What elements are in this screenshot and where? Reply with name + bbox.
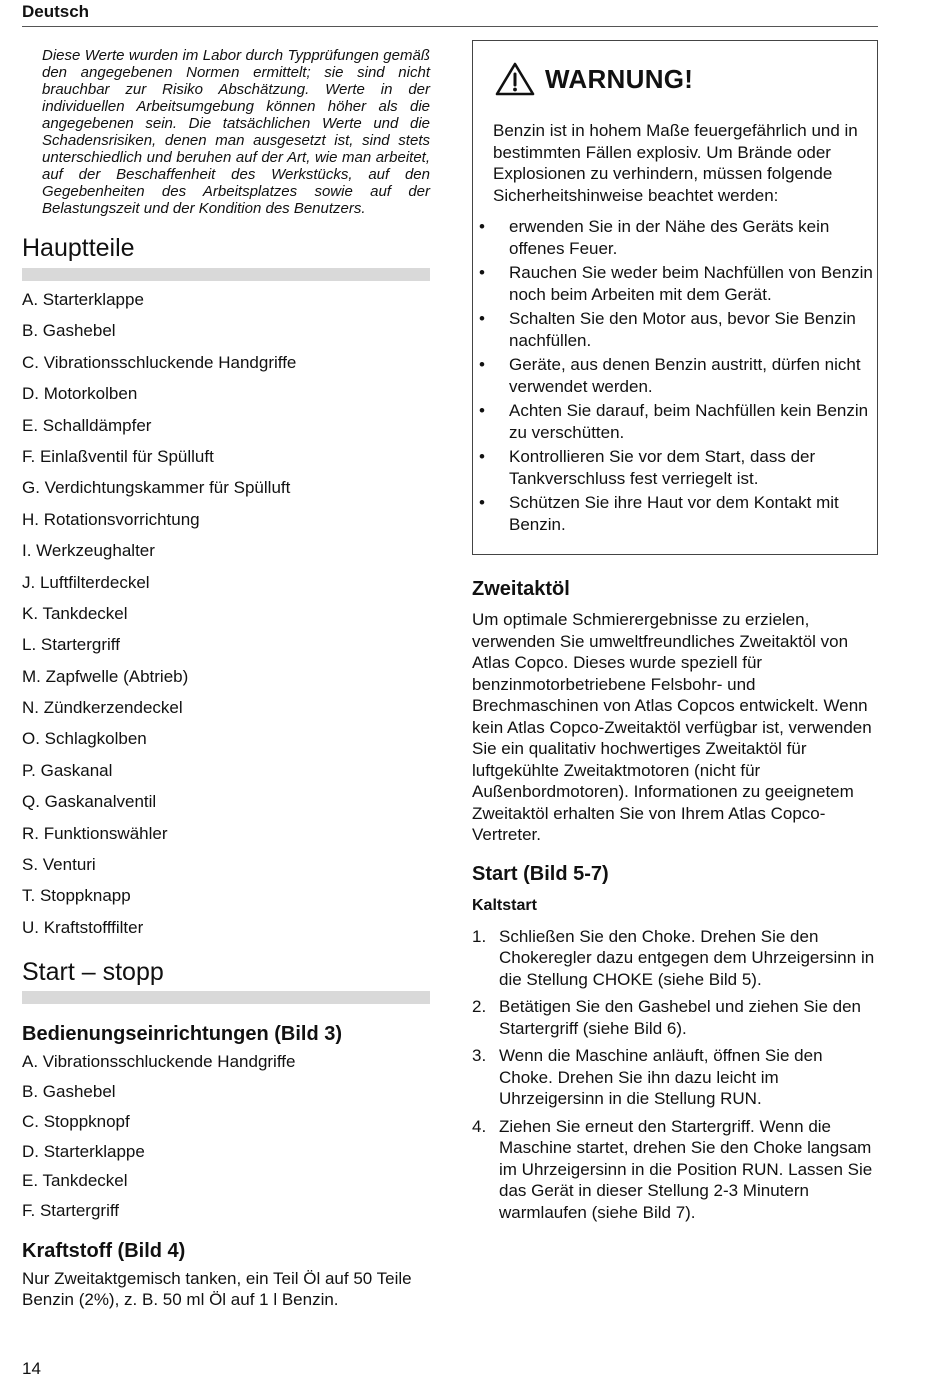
section-bar: [22, 268, 430, 281]
bedienung-list-item: A. Vibrationsschluckende Handgriffe: [22, 1052, 296, 1072]
hauptteile-list-item: S. Venturi: [22, 855, 96, 875]
bedienung-list: [22, 1052, 430, 1231]
bullet-icon: •: [479, 355, 485, 374]
start-heading: Start (Bild 5-7): [472, 862, 609, 885]
start-step: [472, 926, 878, 991]
warning-list-item: [473, 262, 877, 305]
warning-intro: Benzin ist in hohem Maße feuergefährlich und in bestimmten Fällen explosiv. Um Brände oder Explosionen zu verhindern, müssen folgende Sicherheitshinweise beachtet werden:: [493, 121, 858, 205]
intro-paragraph: Diese Werte wurden im Labor durch Typprüfungen gemäß den angegebenen Normen ermittelt; sie sind nicht brauchbar zur Risiko Abschätzung. Werte in der individuellen Arbeitsumgebung können höher als die angegebenen sein. Die tatsächlichen Werte und die Schadensrisiken, denen man ausgesetzt ist, sind stets unterschiedlich und beruhen auf der Art, wie man arbeitet, auf der Beschaffenheit des Werkstücks, auf den Gegebenheiten des Arbeitsplatzes sowie auf der Belastungszeit und der Kondition des Benutzers.: [42, 47, 430, 217]
hauptteile-list-item: N. Zündkerzendeckel: [22, 698, 183, 718]
hauptteile-list-item: G. Verdichtungskammer für Spülluft: [22, 478, 291, 498]
kaltstart-subheading: Kaltstart: [472, 896, 537, 914]
hauptteile-list-item: U. Kraftstofffilter: [22, 917, 144, 937]
warning-item-text: erwenden Sie in der Nähe des Geräts kein offenes Feuer.: [509, 217, 830, 258]
warning-list-item: [473, 400, 877, 443]
bedienung-list-item: F. Startergriff: [22, 1201, 119, 1221]
hauptteile-list-item: E. Schalldämpfer: [22, 415, 152, 435]
warning-item-text: Kontrollieren Sie vor dem Start, dass der Tankverschluss fest verriegelt ist.: [509, 447, 816, 488]
hauptteile-list-item: L. Startergriff: [22, 635, 120, 655]
zweitaktoel-text: Um optimale Schmierergebnisse zu erzielen, verwenden Sie umweltfreundliches Zweitaktöl von Atlas Copco. Dieses wurde speziell für benzinmotorbetriebene Felsbohr- und Brechmaschinen von Atlas Copcos entwickelt. Wenn kein Atlas Copco-Zweitaktöl verfügbar ist, verwenden Sie ein qualitativ hochwertiges Zweitaktöl für luftgekühlte Zweitaktmotoren (nicht für Außenbordmotoren). Informationen zu geeignetem Zweitaktöl erhalten Sie von Ihrem Atlas Copco-Vertreter.: [472, 610, 872, 844]
bedienung-list-item: B. Gashebel: [22, 1082, 116, 1101]
step-text: Ziehen Sie erneut den Startergriff. Wenn die Maschine startet, drehen Sie den Choke langsam im Uhrzeigersinn in die Position RUN. Lassen Sie das Gerät in dieser Stellung 2-3 Minutern warmlaufen (siehe Bild 7).: [499, 1116, 873, 1222]
hauptteile-list-item: K. Tankdeckel: [22, 603, 128, 623]
warning-item-text: Achten Sie darauf, beim Nachfüllen kein Benzin zu verschütten.: [509, 401, 869, 442]
hauptteile-list-item: P. Gaskanal: [22, 760, 113, 780]
hauptteile-list-item: M. Zapfwelle (Abtrieb): [22, 666, 189, 686]
hauptteile-heading: Hauptteile: [22, 234, 135, 262]
bullet-icon: •: [479, 447, 485, 466]
warning-item-text: Schützen Sie ihre Haut vor dem Kontakt mit Benzin.: [509, 493, 839, 534]
start-step: [472, 1116, 878, 1224]
bedienung-list-item: E. Tankdeckel: [22, 1171, 128, 1191]
hauptteile-list-item: F. Einlaßventil für Spülluft: [22, 446, 214, 466]
warning-title-row: [495, 61, 693, 97]
bedienung-heading: Bedienungseinrichtungen (Bild 3): [22, 1023, 343, 1046]
section-bar: [22, 991, 430, 1004]
bullet-icon: •: [479, 217, 485, 236]
header-language: Deutsch: [22, 2, 90, 21]
warning-title: WARNUNG!: [545, 63, 694, 94]
start-step: [472, 1045, 878, 1110]
hauptteile-list-item: Q. Gaskanalventil: [22, 792, 157, 812]
bullet-icon: •: [479, 401, 485, 420]
warning-item-text: Geräte, aus denen Benzin austritt, dürfen nicht verwendet werden.: [509, 355, 861, 396]
warning-box: [472, 40, 878, 555]
hauptteile-list-item: A. Starterklappe: [22, 290, 144, 309]
step-text: Schließen Sie den Choke. Drehen Sie den Chokeregler dazu entgegen dem Uhrzeigersinn in die Stellung CHOKE (siehe Bild 5).: [499, 926, 875, 989]
warning-list: [473, 216, 877, 538]
left-column: [22, 47, 430, 1311]
page-number: 14: [22, 1359, 41, 1378]
kraftstoff-heading: Kraftstoff (Bild 4): [22, 1239, 186, 1262]
bullet-icon: •: [479, 263, 485, 282]
bedienung-list-item: D. Starterklappe: [22, 1141, 145, 1161]
start-stopp-heading: Start – stopp: [22, 958, 164, 987]
step-number: 2.: [472, 997, 487, 1016]
header-divider: [22, 26, 878, 27]
hauptteile-list: [22, 290, 430, 949]
warning-item-text: Rauchen Sie weder beim Nachfüllen von Benzin noch beim Arbeiten mit dem Gerät.: [509, 263, 873, 304]
bedienung-list-item: C. Stoppknopf: [22, 1111, 130, 1131]
hauptteile-list-item: C. Vibrationsschluckende Handgriffe: [22, 352, 297, 372]
hauptteile-list-item: R. Funktionswähler: [22, 823, 168, 843]
warning-list-item: [473, 308, 877, 351]
warning-list-item: [473, 446, 877, 489]
hauptteile-list-item: O. Schlagkolben: [22, 729, 147, 749]
start-steps-list: [472, 926, 878, 1224]
hauptteile-list-item: D. Motorkolben: [22, 384, 138, 404]
warning-triangle-icon: [495, 61, 535, 97]
hauptteile-list-item: I. Werkzeughalter: [22, 541, 155, 561]
hauptteile-list-item: T. Stoppknapp: [22, 886, 131, 906]
step-text: Betätigen Sie den Gashebel und ziehen Sie den Startergriff (siehe Bild 6).: [499, 997, 861, 1038]
warning-list-item: [473, 492, 877, 535]
step-text: Wenn die Maschine anläuft, öffnen Sie den Choke. Drehen Sie ihn dazu leicht im Uhrzeigersinn in die Stellung RUN.: [499, 1046, 823, 1108]
hauptteile-list-item: B. Gashebel: [22, 321, 116, 341]
step-number: 3.: [472, 1046, 487, 1065]
right-column: [472, 40, 878, 1229]
hauptteile-list-item: H. Rotationsvorrichtung: [22, 509, 200, 529]
warning-list-item: [473, 354, 877, 397]
hauptteile-list-item: J. Luftfilterdeckel: [22, 572, 150, 592]
step-number: 4.: [472, 1116, 487, 1136]
start-step: [472, 996, 878, 1039]
warning-list-item: [473, 216, 877, 259]
zweitaktoel-heading: Zweitaktöl: [472, 578, 570, 600]
kraftstoff-text: Nur Zweitaktgemisch tanken, ein Teil Öl auf 50 Teile Benzin (2%), z. B. 50 ml Öl auf 1 l Benzin.: [22, 1268, 412, 1310]
bullet-icon: •: [479, 493, 485, 512]
bullet-icon: •: [479, 309, 485, 328]
warning-item-text: Schalten Sie den Motor aus, bevor Sie Benzin nachfüllen.: [509, 309, 856, 350]
step-number: 1.: [472, 926, 487, 946]
